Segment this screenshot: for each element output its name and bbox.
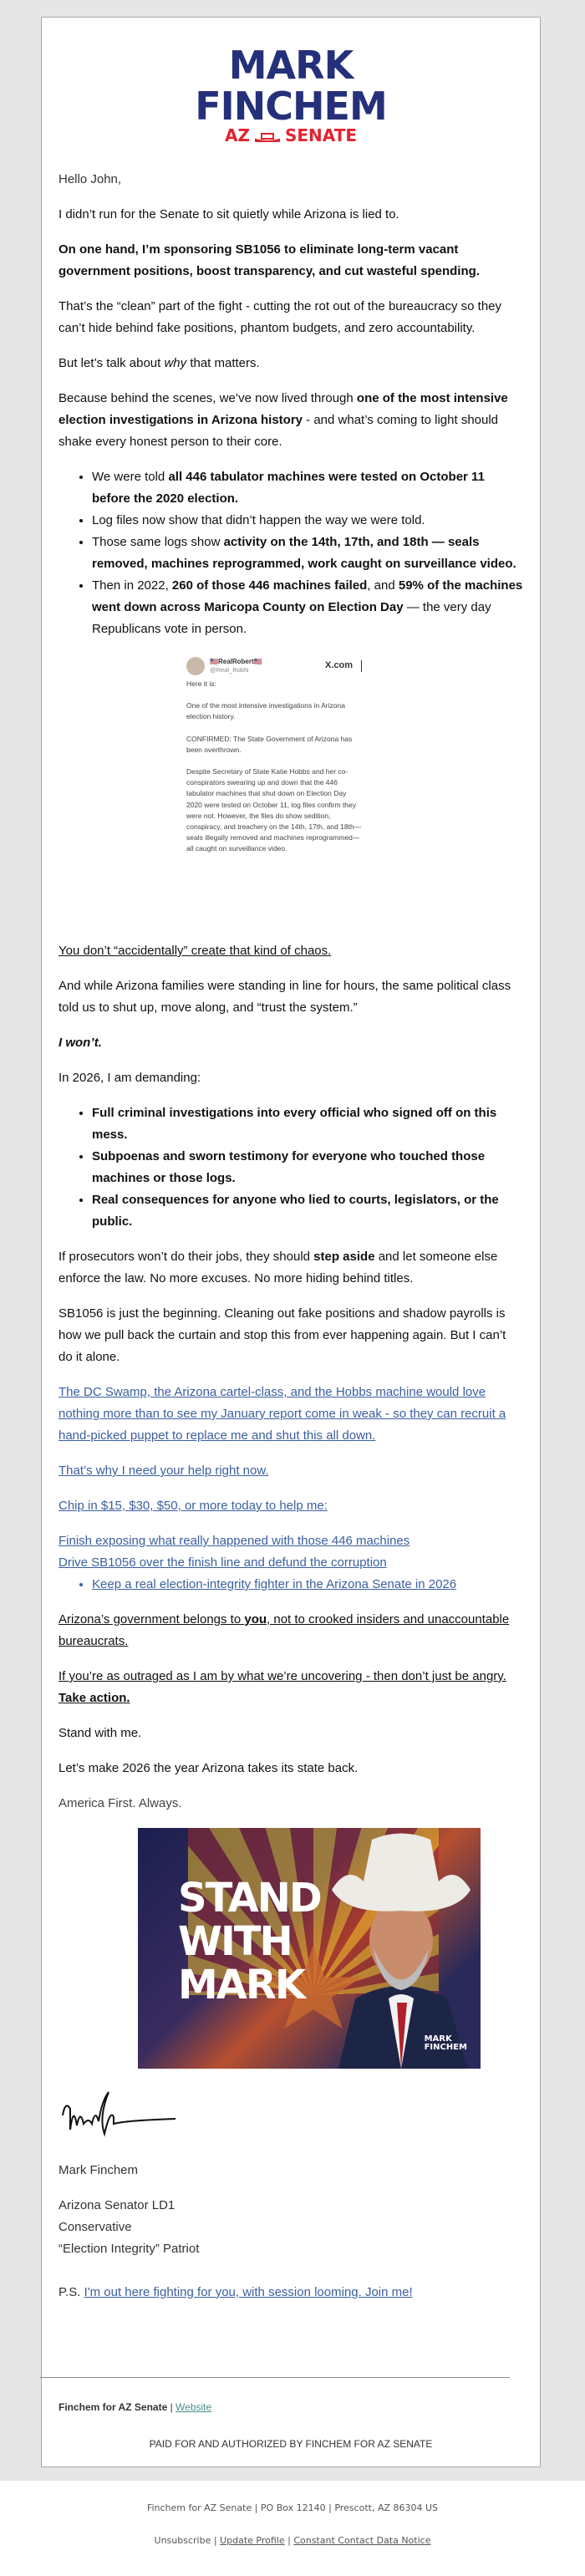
banner-line: STAND: [178, 1875, 321, 1922]
logo-senate: SENATE: [284, 125, 358, 145]
banner-line: WITH: [178, 1918, 292, 1965]
bold-text: Subpoenas and sworn testimony for everyone who touched those machines or those logs.: [92, 1149, 486, 1185]
separator: |: [284, 2535, 294, 2546]
clean-paragraph: That’s the “clean” part of the fight - cutting the rot out of the bureaucracy so they can’t hide behind fake positions, phantom budgets, and zero accountability.: [58, 299, 502, 335]
separator: |: [167, 2401, 176, 2413]
tweet-header: [186, 654, 362, 679]
list-item: [92, 532, 523, 575]
unsubscribe-link[interactable]: Unsubscribe: [154, 2535, 211, 2546]
facts-list: [58, 466, 523, 640]
tweet-author: 🇺🇸RealRobert🇺🇸: [210, 658, 262, 665]
text: We were told: [92, 470, 169, 484]
keep-link[interactable]: Keep a real election-integrity fighter in the Arizona Senate in 2026: [92, 1577, 457, 1591]
footer-address: Finchem for AZ Senate | PO Box 12140 | Prescott, AZ 86304 US: [146, 2502, 439, 2513]
ps-label: P.S.: [58, 2285, 84, 2299]
stand-paragraph: Stand with me.: [58, 1726, 142, 1740]
text: If you’re as outraged as I am by what we’re uncovering - then don’t just be angry.: [58, 1669, 506, 1683]
badge-line: MARK: [424, 2034, 452, 2044]
ps-link[interactable]: I'm out here fighting for you, with session looming. Join me!: [84, 2285, 413, 2299]
org-name: Finchem for AZ Senate: [58, 2401, 168, 2413]
signature-image: [58, 2084, 184, 2142]
ps-paragraph: [58, 2282, 523, 2304]
america-first: America First. Always.: [58, 1796, 182, 1810]
cowboy-hat-icon: [255, 132, 280, 142]
chip-paragraph: [58, 1495, 523, 1517]
email-footer: [0, 2481, 585, 2576]
text: , and: [367, 578, 399, 593]
logo-az: AZ: [224, 125, 250, 145]
divider: [40, 2377, 510, 2378]
help-paragraph: [58, 1460, 523, 1482]
avatar: [186, 657, 205, 675]
text: that matters.: [186, 356, 260, 370]
drive-line: [58, 1552, 523, 1574]
tweet-paragraph: Here it is:: [186, 680, 216, 688]
make-2026-paragraph: Let’s make 2026 the year Arizona takes its state back.: [58, 1761, 359, 1775]
intro-paragraph: I didn’t run for the Senate to sit quietly while Arizona is lied to.: [58, 207, 399, 221]
sponsor-paragraph: [58, 239, 523, 283]
badge-line: FINCHEM: [424, 2043, 467, 2052]
greeting: Hello John,: [58, 172, 122, 186]
tweet-source: X.com: [325, 660, 362, 671]
drive-link[interactable]: Drive SB1056 over the finish line and defund the corruption: [58, 1555, 387, 1570]
list-item: [92, 575, 523, 640]
emphasis: why: [164, 356, 187, 370]
tweet-handle: @Real_RobN: [210, 666, 249, 674]
signature-name: Mark Finchem: [58, 2163, 139, 2177]
update-profile-link[interactable]: Update Profile: [220, 2535, 285, 2546]
list-item: [92, 1146, 523, 1189]
text: But let’s talk about: [58, 356, 165, 370]
bold-text: all 446 tabulator machines were tested on October 11 before the 2020 election.: [92, 470, 485, 506]
logo-line-2: FINCHEM: [195, 84, 387, 129]
stand-with-mark-banner[interactable]: [138, 1828, 481, 2069]
keep-list: [58, 1574, 523, 1596]
tweet-screenshot: [186, 654, 362, 925]
title-line: Conservative: [58, 2220, 132, 2234]
outraged-paragraph: [58, 1666, 523, 1709]
text: Then in 2022,: [92, 578, 172, 593]
bold-text: 59% of the machines went down across Maricopa County on Election Day: [92, 578, 523, 614]
take-action-text: Take action.: [58, 1691, 130, 1705]
logo-line-3: [42, 125, 540, 145]
tweet-paragraph: One of the most intensive investigations in Arizona election history.: [186, 701, 345, 721]
tweet-body: [186, 679, 362, 855]
swamp-link[interactable]: The DC Swamp, the Arizona cartel-class, and the Hobbs machine would love nothing more than to see my January report come in weak - so they can recruit a hand-picked puppet to replace me and shut this all down.: [58, 1385, 506, 1443]
banner-line: MARK: [178, 1962, 305, 2008]
list-item: [92, 510, 523, 532]
sponsor-text: On one hand, I’m sponsoring SB1056 to eliminate long-term vacant government positions, boost transparency, and cut wasteful spending.: [58, 242, 480, 278]
bold-text: 260 of those 446 machines failed: [171, 578, 368, 593]
text: - and what’s coming to light should shake every honest person to their core.: [58, 413, 499, 449]
website-link[interactable]: Website: [176, 2401, 212, 2413]
demanding-paragraph: In 2026, I am demanding:: [58, 1071, 201, 1085]
bold-text: you: [244, 1612, 267, 1627]
swamp-paragraph: [58, 1382, 523, 1447]
text: , not to crooked insiders and unaccountable bureaucrats.: [58, 1612, 510, 1648]
bold-text: activity on the 14th, 17th, and 18th — seals removed, machines reprogrammed, work caught on surveillance video.: [92, 535, 516, 571]
list-item: [92, 1574, 523, 1596]
signature-titles: [58, 2195, 523, 2260]
list-item: [92, 466, 523, 510]
email-card: [41, 17, 541, 2467]
belongs-paragraph: [58, 1609, 523, 1652]
tweet-paragraph: CONFIRMED: The State Government of Arizona has been overthrown.: [186, 734, 353, 754]
text: Arizona’s government belongs to: [58, 1612, 245, 1627]
logo-line-1: MARK: [228, 43, 354, 88]
text: — the very day Republicans vote in person.: [92, 600, 491, 636]
candidate-photo: [330, 1831, 472, 2069]
bold-text: one of the most intensive election investigations in Arizona history: [58, 391, 508, 427]
chip-in-link[interactable]: Chip in $15, $30, $50, or more today to help me:: [58, 1499, 328, 1513]
text: and let someone else enforce the law. No more excuses. No more hiding behind titles.: [58, 1250, 498, 1285]
tweet-paragraph: Despite Secretary of State Katie Hobbs and her co-conspirators swearing up and down that the 446 tabulator machines that shut down on Election Day 2020 were tested on October 11, log files confirm they were not. However, the files do show sedition, conspiracy, and treachery on the 14th, 17th, and 18th—seals illegally removed and machines reprogrammed—all caught on surveillance video.: [186, 767, 362, 853]
data-notice-link[interactable]: Constant Contact Data Notice: [293, 2535, 431, 2546]
chaos-paragraph: You don’t “accidentally” create that kind of chaos.: [58, 944, 332, 958]
list-item: [92, 1102, 523, 1146]
banner-logo: [425, 2035, 467, 2052]
families-paragraph: And while Arizona families were standing in line for hours, the same political class told us to shut up, move along, and “trust the system.”: [58, 979, 511, 1015]
bold-text: step aside: [313, 1250, 375, 1264]
text: Those same logs show: [92, 535, 224, 549]
prosecutors-paragraph: [58, 1246, 523, 1290]
text: Because behind the scenes, we’ve now lived through: [58, 391, 357, 405]
title-line: Arizona Senator LD1: [58, 2198, 176, 2212]
i-wont: [58, 1032, 523, 1054]
bold-text: Real consequences for anyone who lied to courts, legislators, or the public.: [92, 1193, 499, 1229]
finish-link[interactable]: Finish exposing what really happened with those 446 machines: [58, 1534, 410, 1548]
paid-for-disclaimer: PAID FOR AND AUTHORIZED BY FINCHEM FOR AZ SENATE: [149, 2438, 433, 2450]
finish-line: [58, 1530, 523, 1552]
i-wont-text: I won’t.: [58, 1036, 102, 1050]
list-item: [92, 1189, 523, 1233]
help-link[interactable]: That’s why I need your help right now.: [58, 1464, 269, 1478]
beginning-paragraph: SB1056 is just the beginning. Cleaning out fake positions and shadow payrolls is how we pull back the curtain and stop this from ever happening again. But I can’t do it alone.: [58, 1306, 506, 1364]
separator: |: [211, 2535, 221, 2546]
title-line: “Election Integrity” Patriot: [58, 2242, 200, 2256]
org-footer: [58, 2396, 523, 2418]
text: Log files now show that didn’t happen the way we were told.: [92, 513, 425, 527]
banner-headline: [178, 1876, 321, 2007]
text: If prosecutors won’t do their jobs, they should: [58, 1250, 314, 1264]
because-paragraph: [58, 388, 523, 453]
why-paragraph: [58, 353, 523, 374]
footer-links: [0, 2535, 585, 2546]
campaign-logo: [42, 18, 540, 145]
email-body: [42, 169, 540, 2455]
demands-list: [58, 1102, 523, 1233]
bold-text: Full criminal investigations into every official who signed off on this mess.: [92, 1106, 497, 1142]
